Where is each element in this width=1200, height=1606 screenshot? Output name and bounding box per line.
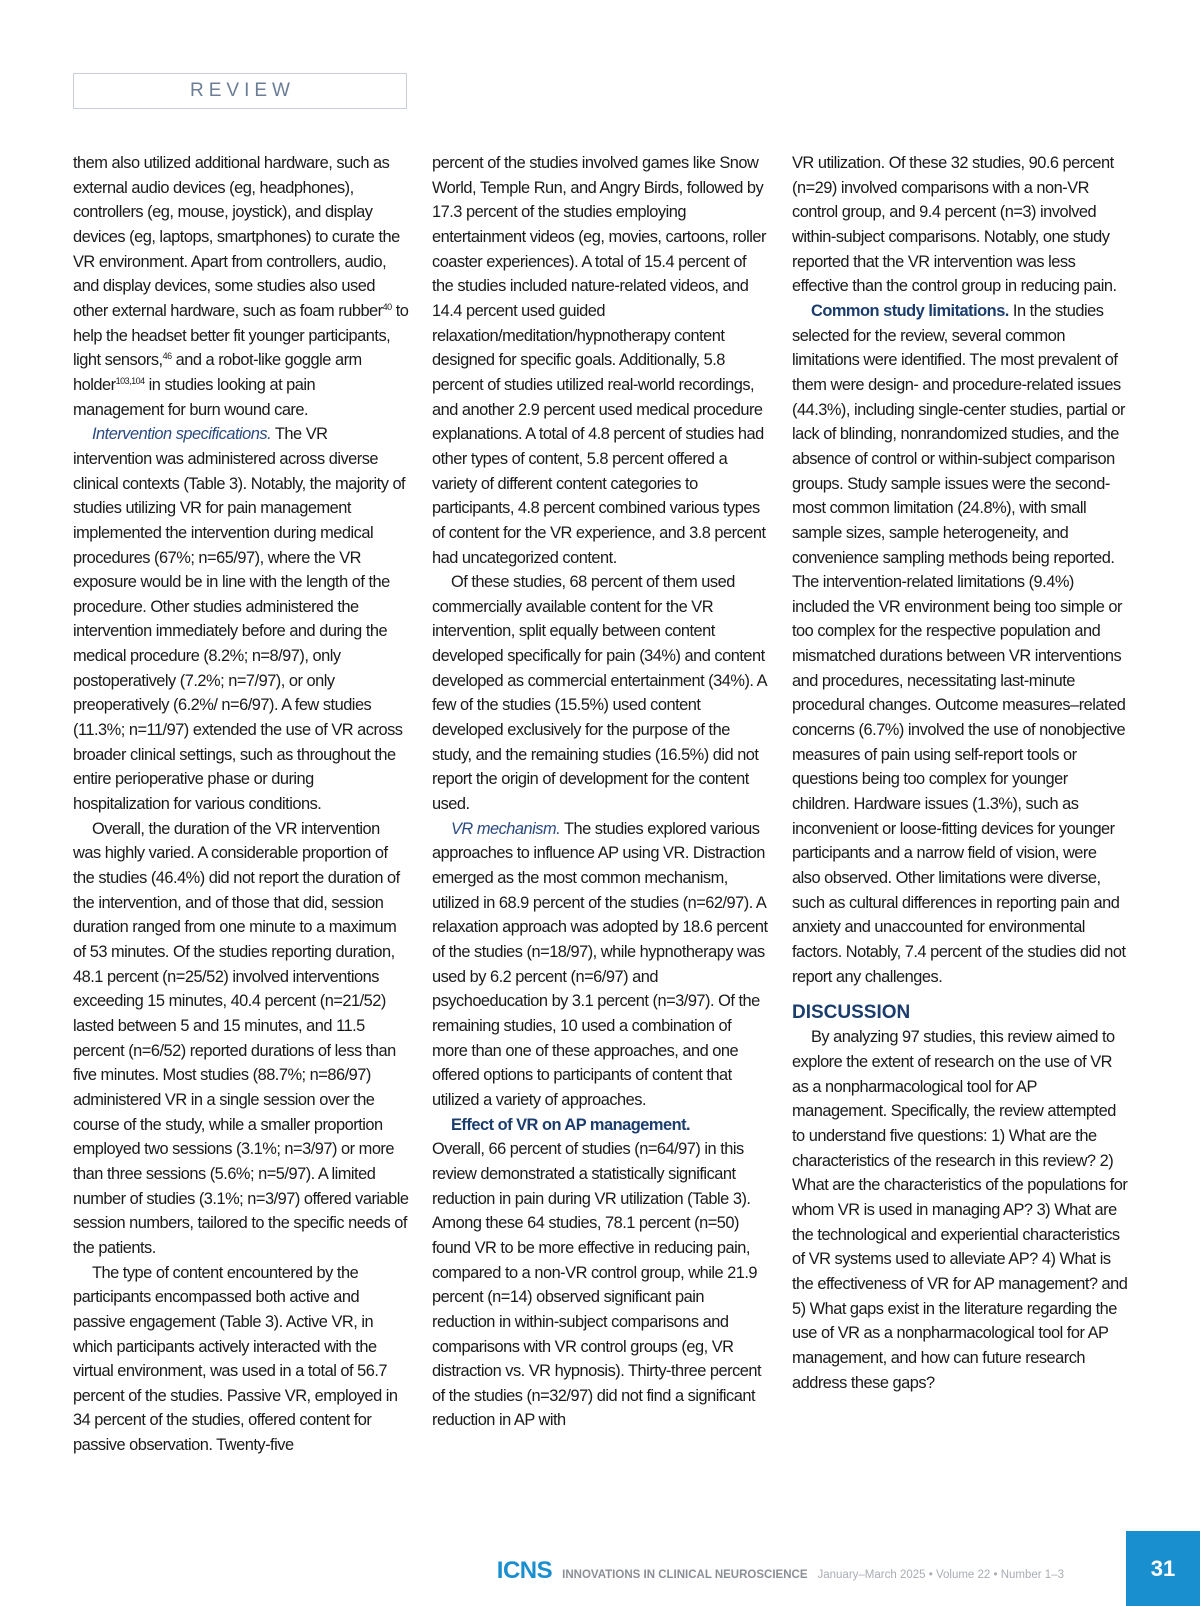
- issue-info: January–March 2025 • Volume 22 • Number 1–3: [817, 1569, 1064, 1581]
- page-number: 31: [1126, 1531, 1200, 1606]
- paragraph: Overall, the duration of the VR intervention was highly varied. A considerable proportion of the studies (46.4%) did not report the duration of the intervention, and of those that did, session duration ranged from one minute to a maximum of 53 minutes. Of the studies reporting duration, 48.1 percent (n=25/52) involved interventions exceeding 15 minutes, 40.4 percent (n=21/52) lasted between 5 and 15 minutes, and 11.5 percent (n=6/52) reported durations of less than five minutes. Most studies (88.7%; n=86/97) administered VR in a single session over the course of the study, while a smaller proportion employed two sessions (3.1%; n=3/97) or more than three sessions (5.6%; n=5/97). A limited number of studies (3.1%; n=3/97) offered variable session numbers, tailored to the specific needs of the patients.: [73, 819, 409, 1257]
- paragraph: Intervention specifications. The VR intervention was administered across diverse clinical contexts (Table 3). Notably, the majority of studies utilizing VR for pain management implemented the intervention during medical procedures (67%; n=65/97), where the VR exposure would be in line with the length of the procedure. Other studies administered the intervention immediately before and during the medical procedure (8.2%; n=8/97), only postoperatively (7.2%; n=7/97), or only preoperatively (6.2%/ n=6/97). A few studies (11.3%; n=11/97) extended the use of VR across broader clinical settings, such as throughout the entire perioperative phase or during hospitalization for various conditions.: [73, 425, 406, 814]
- subsection-heading: Intervention specifications.: [92, 425, 272, 444]
- subsection-heading: Effect of VR on AP management.: [451, 1115, 691, 1134]
- text-column-2: [432, 151, 768, 1433]
- section-tag: [73, 73, 407, 109]
- paragraph: Overall, 66 percent of studies (n=64/97) in this review demonstrated a statistically significant reduction in pain during VR utilization (Table 3). Among these 64 studies, 78.1 percent (n=50) found VR to be more effective in reducing pain, compared to a non-VR control group, while 21.9 percent (n=14) observed significant pain reduction in within-subject comparisons and comparisons with VR control groups (eg, VR distraction vs. VR hypnosis). Thirty-three percent of the studies (n=32/97) did not find a significant reduction in AP with: [432, 1140, 762, 1430]
- paragraph: them also utilized additional hardware, such as external audio devices (eg, headphones), controllers (eg, mouse, joystick), and display devices (eg, laptops, smartphones) to curate the VR environment. Apart from controllers, audio, and display devices, some studies also used other external hardware, such as foam rubber$^{40}$ to help the headset better fit younger participants, light sensors,$^{46}$ and a robot-like goggle arm holder$^{103,104}$ in studies looking at pain management for burn wound care.: [73, 154, 409, 419]
- paragraph: Of these studies, 68 percent of them used commercially available content for the VR intervention, split equally between content developed specifically for pain (34%) and content developed as commercial entertainment (34%). A few of the studies (15.5%) used content developed exclusively for the purpose of the study, and the remaining studies (16.5%) did not report the origin of development for the content used.: [432, 573, 767, 814]
- paragraph: VR utilization. Of these 32 studies, 90.6 percent (n=29) involved comparisons with a non-VR control group, and 9.4 percent (n=3) involved within-subject comparisons. Notably, one study reported that the VR intervention was less effective than the control group in reducing pain.: [792, 154, 1117, 296]
- reference: 103,104: [115, 375, 145, 386]
- section-label: REVIEW: [190, 80, 295, 101]
- journal-full-name: INNOVATIONS IN CLINICAL NEUROSCIENCE: [562, 1569, 808, 1581]
- reference: 40: [382, 301, 392, 312]
- journal-abbr: ICNS: [496, 1557, 553, 1584]
- paragraph: VR mechanism. The studies explored various approaches to influence AP using VR. Distraction emerged as the most common mechanism, utilized in 68.9 percent of the studies (n=62/97). A relaxation approach was adopted by 18.6 percent of the studies (n=18/97), while hypnotherapy was used by 6.2 percent (n=6/97) and psychoeducation by 3.1 percent (n=3/97). Of the remaining studies, 10 used a combination of more than one of these approaches, and one offered options to participants of content that utilized a variety of approaches.: [432, 819, 768, 1109]
- journal-info: [497, 1557, 1064, 1583]
- paragraph: The type of content encountered by the participants encompassed both active and passive engagement (Table 3). Active VR, in which participants actively interacted with the virtual environment, was used in a total of 56.7 percent of the studies. Passive VR, employed in 34 percent of the studies, offered content for passive observation. Twenty-five: [73, 1263, 398, 1455]
- subsection-heading: VR mechanism.: [451, 819, 561, 838]
- page-footer: [0, 1531, 1200, 1606]
- reference: 46: [162, 351, 172, 362]
- paragraph: By analyzing 97 studies, this review aimed to explore the extent of research on the use of VR as a nonpharmacological tool for AP management. Specifically, the review attempted to understand five questions: 1) What are the characteristics of the research in this review? 2) What are the characteristics of the populations for whom VR is used in managing AP? 3) What are the technological and experiential characteristics of VR systems used to alleviate AP? 4) What is the effectiveness of VR for AP management? and 5) What gaps exist in the literature regarding the use of VR as a nonpharmacological tool for AP management, and how can future research address these gaps?: [792, 1028, 1128, 1392]
- paragraph: Common study limitations. In the studies selected for the review, several common limitations were identified. The most prevalent of them were design- and procedure-related issues (44.3%), including single-center studies, partial or lack of blinding, nonrandomized studies, and the absence of control or within-subject comparison groups. Study sample issues were the second-most common limitation (24.8%), with small sample sizes, sample heterogeneity, and convenience sampling methods being reported. The intervention-related limitations (9.4%) included the VR environment being too simple or too complex for the respective population and mismatched durations between VR interventions and procedures, necessitating last-minute procedural changes. Outcome measures–related concerns (6.7%) involved the use of nonobjective measures of pain using self-report tools or questions being too complex for younger children. Hardware issues (1.3%), such as inconvenient or loose-fitting devices for younger participants and a narrow field of vision, were also observed. Other limitations were diverse, such as cultural differences in reporting pain and anxiety and unaccounted for environmental factors. Notably, 7.4 percent of the studies did not report any challenges.: [792, 301, 1126, 986]
- text-column-3: [792, 151, 1128, 1395]
- text-column-1: [73, 151, 409, 1458]
- subsection-heading: Common study limitations.: [811, 301, 1009, 320]
- discussion-heading: DISCUSSION: [792, 1002, 911, 1024]
- paragraph: percent of the studies involved games like Snow World, Temple Run, and Angry Birds, followed by 17.3 percent of the studies employing entertainment videos (eg, movies, cartoons, roller coaster experiences). A total of 15.4 percent of the studies included nature-related videos, and 14.4 percent used guided relaxation/meditation/hypnotherapy content designed for specific goals. Additionally, 5.8 percent of studies utilized real-world recordings, and another 2.9 percent used medical procedure explanations. A total of 4.8 percent of studies had other types of content, 5.8 percent offered a variety of different content categories to participants, 4.8 percent combined various types of content for the VR experience, and 3.8 percent had uncategorized content.: [432, 154, 766, 567]
